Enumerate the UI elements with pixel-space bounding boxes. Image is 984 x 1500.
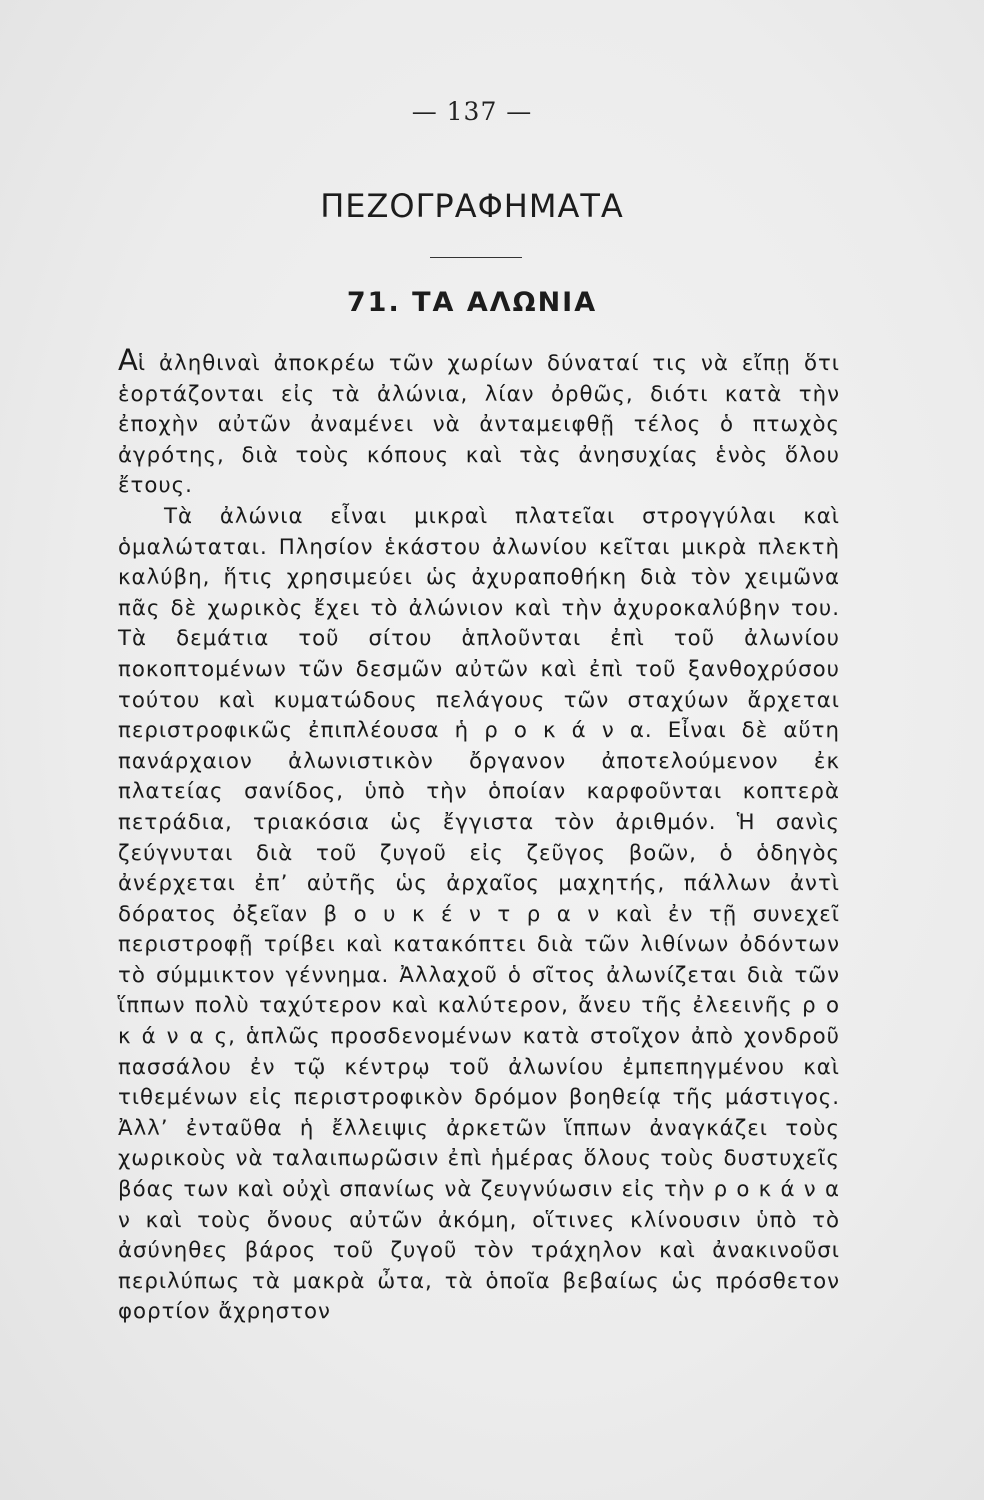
title-divider xyxy=(430,257,522,258)
paragraph-2: Τὰ ἀλώνια εἶναι μικραὶ πλατεῖαι στρογγύλαι καὶ ὁμαλώταται. Πλησίον ἑκάστου ἀλωνίου κεῖται μικρὰ πλεκτὴ καλύβη, ἥτις χρησιμεύει ὡς ἀχυραποθήκη διὰ τὸν χειμῶνα πᾶς δὲ χωρικὸς ἔχει τὸ ἀλώνιον καὶ τὴν ἀχυροκαλύβην του. Τὰ δεμάτια τοῦ σίτου ἁπλοῦνται ἐπὶ τοῦ ἀλωνίου ποκοπτομένων τῶν δεσμῶν αὐτῶν καὶ ἐπὶ τοῦ ξανθοχρύσου τούτου καὶ κυματώδους πελάγους τῶν σταχύων ἄρχεται περιστροφικῶς ἐπιπλέουσα ἡ ρ ο κ ά ν α. Εἶναι δὲ αὕτη πανάρχαιον ἀλωνιστικὸν ὄργανον ἀποτελούμενον ἐκ πλατείας σανίδος, ὑπὸ τὴν ὁποίαν καρφοῦνται κοπτερὰ πετράδια, τριακόσια ὡς ἔγγιστα τὸν ἀριθμόν. Ἡ σανὶς ζεύγνυται διὰ τοῦ ζυγοῦ εἰς ζεῦγος βοῶν, ὁ ὁδηγὸς ἀνέρχεται ἐπ’ αὐτῆς ὡς ἀρχαῖος μαχητής, πάλλων ἀντὶ δόρατος ὀξεῖαν β ο υ κ έ ν τ ρ α ν καὶ ἐν τῇ συνεχεῖ περιστροφῇ τρίβει καὶ κατακόπτει διὰ τῶν λιθίνων ὀδόντων τὸ σύμμικτον γέννημα. Ἀλλαχοῦ ὁ σῖτος ἀλωνίζεται διὰ τῶν ἵππων πολὺ ταχύτερον καὶ καλύτερον, ἄνευ τῆς ἐλεεινῆς ρ ο κ ά ν α ς, ἁπλῶς προσδενομένων κατὰ στοῖχον ἀπὸ χονδροῦ πασσάλου ἐν τῷ κέντρῳ τοῦ ἀλωνίου ἐμπεπηγμένου καὶ τιθεμένων εἰς περιστροφικὸν δρόμον βοηθείᾳ τῆς μάστιγος. Ἀλλ’ ἐνταῦθα ἡ ἔλλειψις ἀρκετῶν ἵππων ἀναγκάζει τοὺς χωρικοὺς νὰ ταλαιπωρῶσιν ἐπὶ ἡμέρας ὅλους τοὺς δυστυχεῖς βόας των καὶ οὐχὶ σπανίως νὰ ζευγνύωσιν εἰς τὴν ρ ο κ ά ν α ν καὶ τοὺς ὄνους αὐτῶν ἀκόμη, οἵτινες κλίνουσιν ὑπὸ τὸ ἀσύνηθες βάρος τοῦ ζυγοῦ τὸν τράχηλον καὶ ἀνακινοῦσι περιλύπως τὰ μακρὰ ὦτα, τὰ ὁποῖα βεβαίως ὡς πρόσθετον φορτίον ἄχρηστον xyxy=(118,503,840,1325)
paragraph-1-text: ἱ ἀληθιναὶ ἀποκρέω τῶν χωρίων δύναταί τις νὰ εἴπῃ ὅτι ἑορτάζονται εἰς τὰ ἀλώνια, λίαν ὀρθῶς, διότι κατὰ τὴν ἐποχὴν αὐτῶν ἀναμένει νὰ ἀνταμειφθῇ τέλος ὁ πτωχὸς ἀγρότης, διὰ τοὺς κόπους καὶ τὰς ἀνησυχίας ἑνὸς ὅλου ἔτους. xyxy=(118,351,840,499)
body-text xyxy=(118,343,840,1328)
chapter-title: 71. ΤΑ ΑΛΩΝΙΑ xyxy=(346,287,598,318)
page-number: — 137 — xyxy=(411,97,533,126)
section-title: ΠΕΖΟΓΡΑΦΗΜΑΤΑ xyxy=(320,187,624,225)
drop-initial: Α xyxy=(118,343,138,377)
paragraph-1 xyxy=(118,343,840,502)
